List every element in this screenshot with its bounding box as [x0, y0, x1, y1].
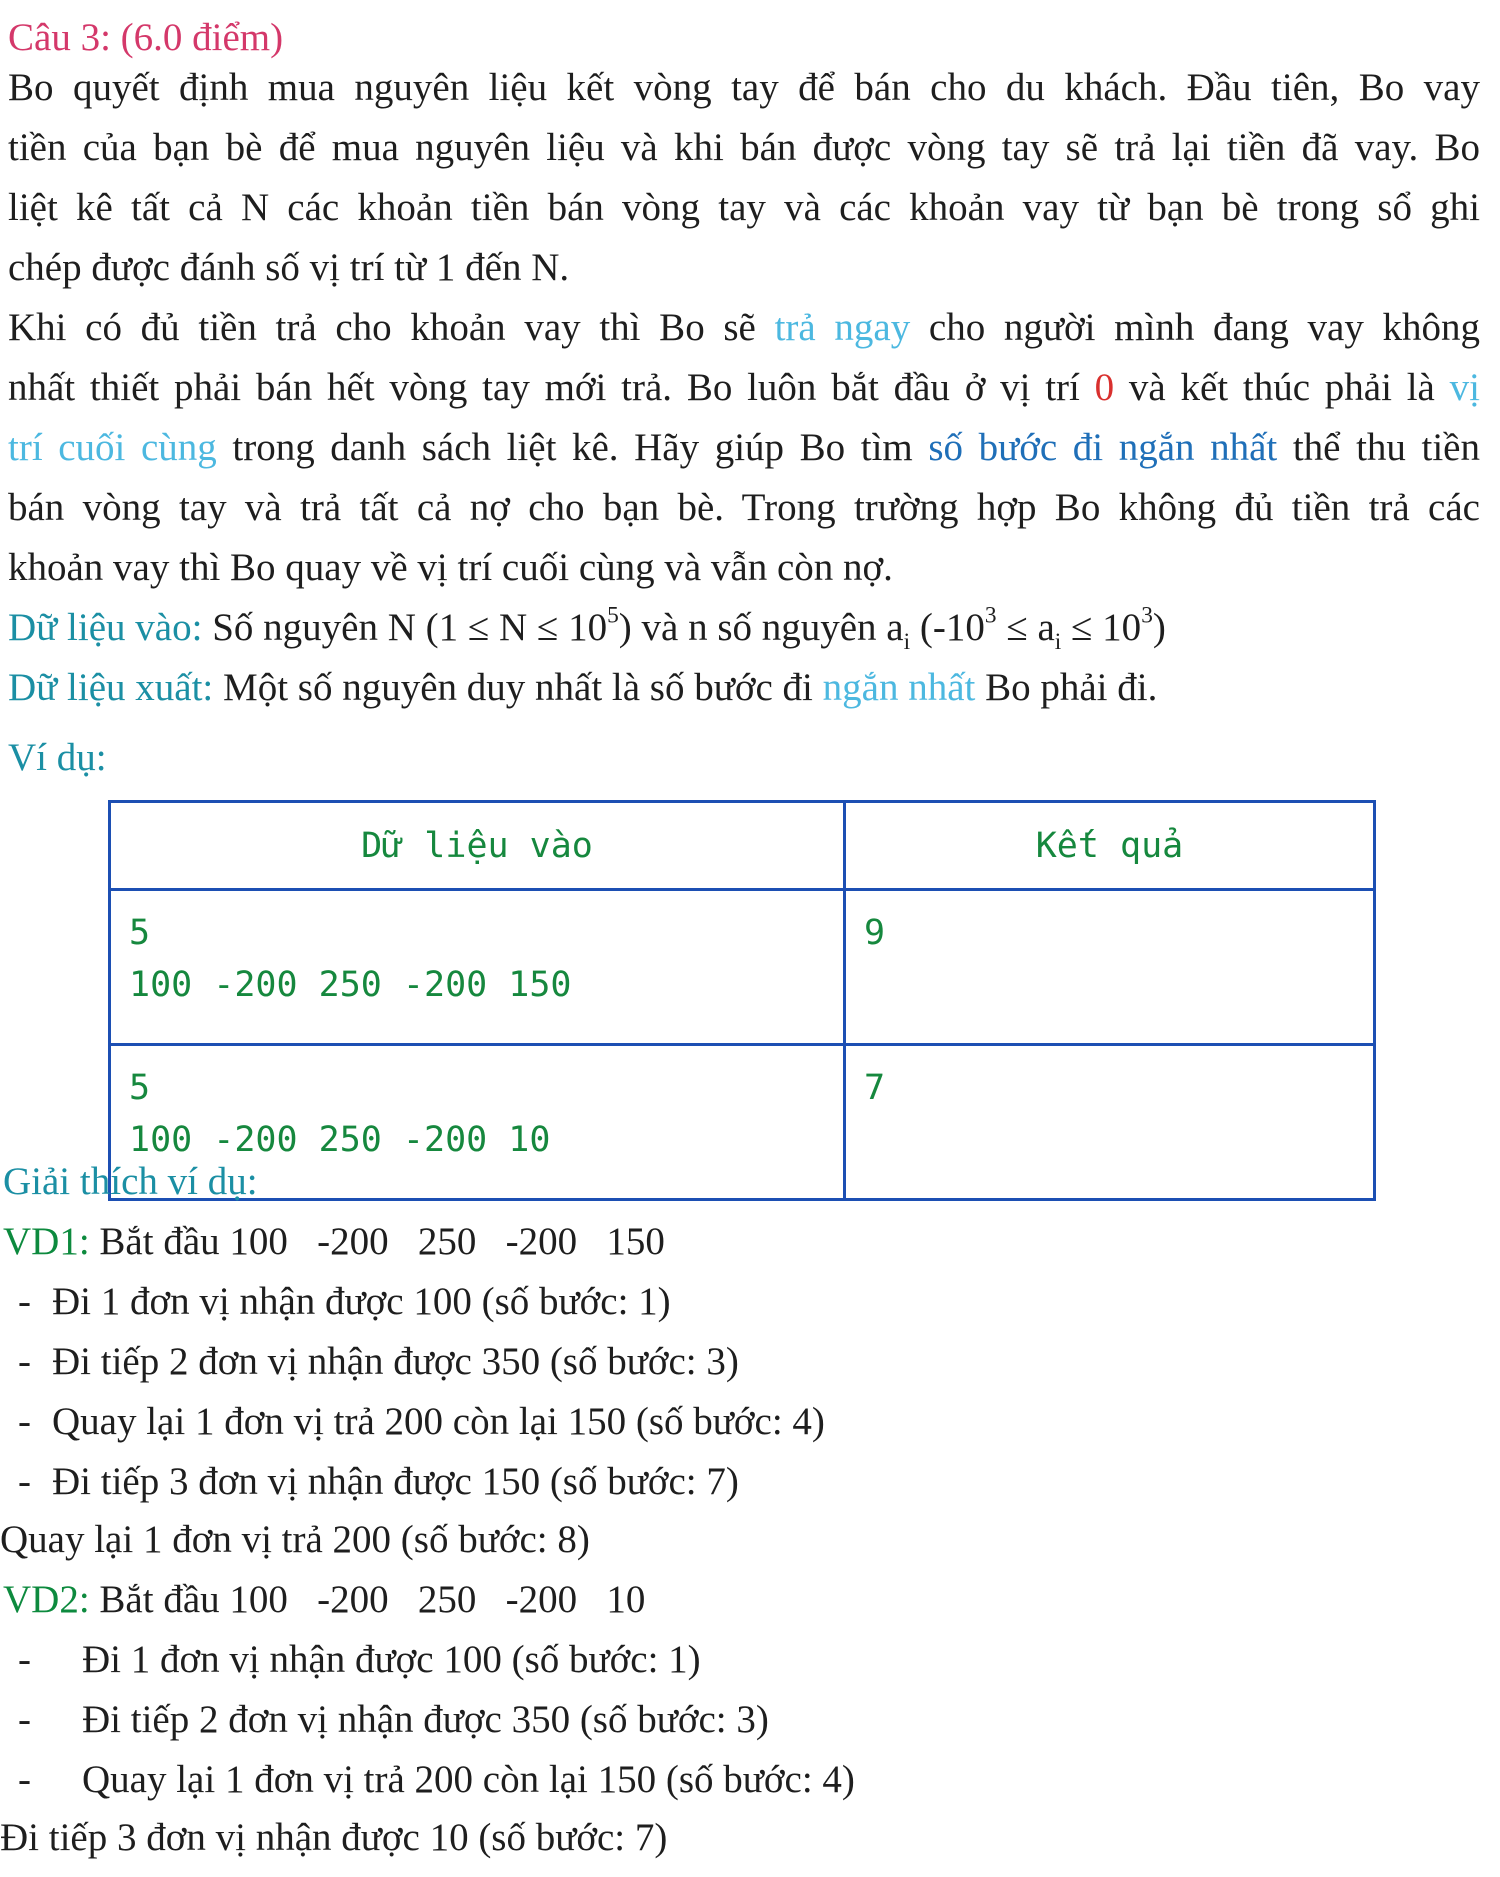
subscript: i	[903, 628, 911, 655]
highlight-tri-cuoi-cung: trí cuối cùng	[8, 426, 217, 469]
step-text: Đi tiếp 3 đơn vị nhận được 150 (số bước: 7)	[52, 1460, 739, 1503]
table-row	[110, 1045, 1375, 1200]
vd1-final-step: Quay lại 1 đơn vị trả 200 (số bước: 8)	[0, 1518, 590, 1561]
exponent: 3	[984, 602, 997, 629]
example-table	[108, 800, 1376, 1201]
table-cell-result	[845, 1045, 1375, 1200]
step-text: Quay lại 1 đơn vị trả 200 còn lại 150 (số bước: 4)	[52, 1400, 825, 1443]
list-item	[18, 1278, 671, 1326]
vd1-label: VD1:	[3, 1220, 90, 1263]
vd2-final-step: Đi tiếp 3 đơn vị nhận được 10 (số bước: 7)	[0, 1816, 668, 1859]
input-spec-label: Dữ liệu vào:	[8, 606, 203, 649]
input-n: 5	[129, 1068, 151, 1108]
text-run: Số nguyên N (1 ≤ N ≤ 10	[202, 606, 608, 649]
text-run: ≤ a	[996, 606, 1055, 649]
text-run: Khi có đủ tiền trả cho khoản vay thì Bo sẽ	[8, 306, 775, 349]
paragraph-line	[8, 424, 1480, 472]
text-run: trong danh sách liệt kê. Hãy giúp Bo tìm	[216, 426, 929, 469]
step-text: Đi tiếp 2 đơn vị nhận được 350 (số bước: 3)	[82, 1698, 769, 1741]
paragraph-line: chép được đánh số vị trí từ 1 đến N.	[8, 246, 570, 289]
paragraph-line	[8, 304, 1480, 352]
dash: -	[18, 1400, 31, 1443]
text-run: Bắt đầu 100 -200 250 -200 10	[89, 1578, 646, 1621]
question-title: Câu 3: (6.0 điểm)	[8, 16, 284, 59]
text-run: và kết thúc phải là	[1114, 366, 1450, 409]
dash: -	[18, 1340, 31, 1383]
text-run: Một số nguyên duy nhất là số bước đi	[213, 666, 823, 709]
step-text: Đi 1 đơn vị nhận được 100 (số bước: 1)	[52, 1280, 671, 1323]
paragraph-line: Bo quyết định mua nguyên liệu kết vòng tay để bán cho du khách. Đầu tiên, Bo vay	[8, 66, 1480, 109]
list-item	[18, 1398, 825, 1446]
highlight-vi: vị	[1449, 366, 1480, 409]
table-header-row	[110, 802, 1375, 890]
text-run: Bắt đầu 100 -200 250 -200 150	[89, 1220, 665, 1263]
step-text: Đi 1 đơn vị nhận được 100 (số bước: 1)	[82, 1638, 701, 1681]
table-cell-result	[845, 890, 1375, 1045]
highlight-start-zero: 0	[1094, 366, 1115, 409]
text-run: Bo phải đi.	[975, 666, 1158, 709]
text-run: nhất thiết phải bán hết vòng tay mới trả. Bo luôn bắt đầu ở vị trí	[8, 366, 1095, 409]
dash: -	[18, 1280, 31, 1323]
step-text: Đi tiếp 2 đơn vị nhận được 350 (số bước: 3)	[52, 1340, 739, 1383]
list-item	[18, 1696, 769, 1744]
list-item	[18, 1338, 739, 1386]
paragraph-line: tiền của bạn bè để mua nguyên liệu và khi bán được vòng tay sẽ trả lại tiền đã vay. Bo	[8, 126, 1480, 169]
highlight-tra-ngay: trả ngay	[774, 306, 911, 349]
input-spec	[8, 604, 1166, 666]
paragraph-line: khoản vay thì Bo quay về vị trí cuối cùng và vẫn còn nợ.	[8, 546, 893, 589]
dash: -	[18, 1460, 31, 1503]
input-values: 100 -200 250 -200 10	[129, 1120, 551, 1160]
vd2-label: VD2:	[3, 1578, 90, 1621]
highlight-ngan-nhat: ngắn nhất	[822, 666, 976, 709]
highlight-so-buoc-ngan-nhat: số bước đi ngắn nhất	[928, 426, 1278, 469]
list-item	[18, 1756, 855, 1804]
table-cell-input	[110, 890, 845, 1045]
table-row	[110, 890, 1375, 1045]
text-run: cho người mình đang vay không	[910, 306, 1481, 349]
text-run: ≤ 10	[1061, 606, 1142, 649]
output-spec	[8, 664, 1157, 712]
vd1-header	[3, 1218, 665, 1266]
list-item	[18, 1636, 701, 1684]
paragraph-line: liệt kê tất cả N các khoản tiền bán vòng tay và các khoản vay từ bạn bè trong sổ ghi	[8, 186, 1480, 229]
exponent: 5	[607, 602, 619, 629]
text-run: thể thu tiền	[1277, 426, 1480, 469]
paragraph-line: bán vòng tay và trả tất cả nợ cho bạn bè. Trong trường hợp Bo không đủ tiền trả các	[8, 486, 1480, 529]
table-header-input: Dữ liệu vào	[110, 802, 845, 890]
list-item	[18, 1458, 739, 1506]
explain-label: Giải thích ví dụ:	[3, 1160, 258, 1203]
table-header-result: Kết quả	[845, 802, 1375, 890]
subscript: i	[1054, 628, 1062, 655]
input-values: 100 -200 250 -200 150	[129, 965, 572, 1005]
result-value: 9	[864, 913, 886, 953]
dash: -	[18, 1638, 31, 1681]
text-run: (-10	[910, 606, 985, 649]
text-run: ) và n số nguyên a	[618, 606, 904, 649]
input-n: 5	[129, 913, 151, 953]
exponent: 3	[1141, 602, 1153, 629]
step-text: Quay lại 1 đơn vị trả 200 còn lại 150 (số bước: 4)	[82, 1758, 855, 1801]
example-label: Ví dụ:	[8, 736, 107, 779]
dash: -	[18, 1758, 31, 1801]
result-value: 7	[864, 1068, 886, 1108]
text-run: )	[1152, 606, 1166, 649]
output-spec-label: Dữ liệu xuất:	[8, 666, 214, 709]
vd2-header	[3, 1576, 645, 1624]
paragraph-line	[8, 364, 1480, 412]
dash: -	[18, 1698, 31, 1741]
